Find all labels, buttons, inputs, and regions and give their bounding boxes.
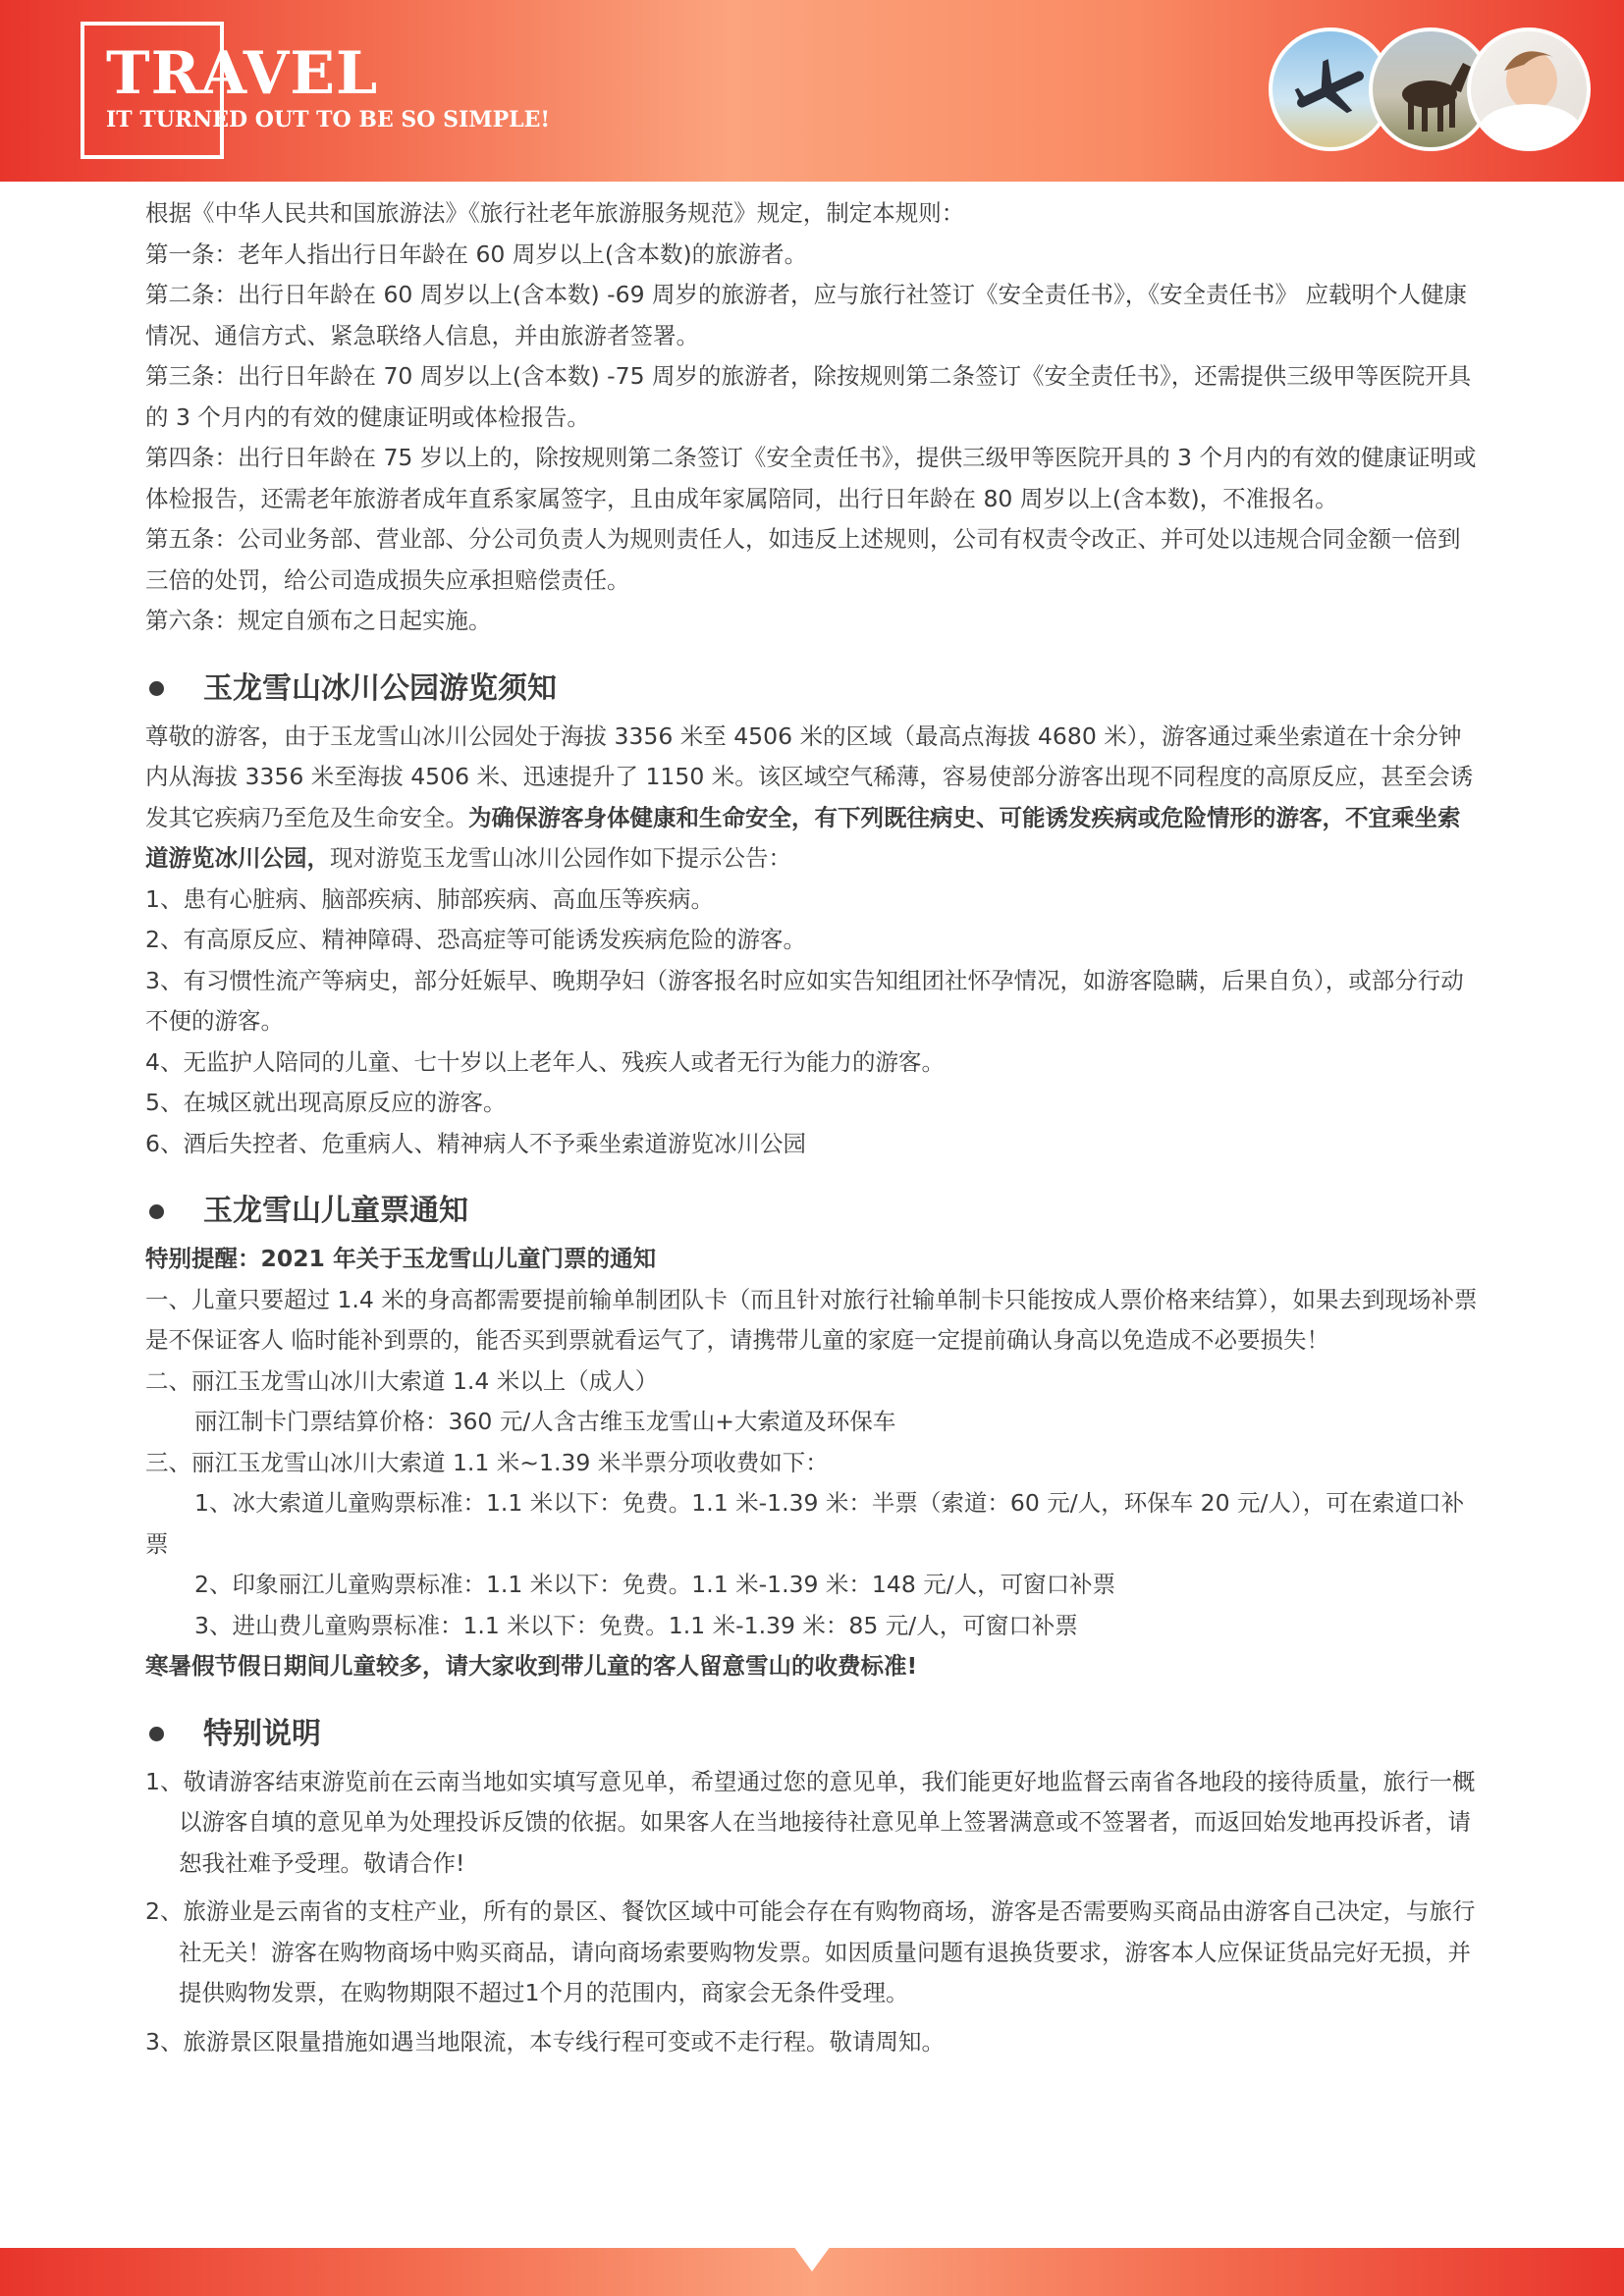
- children-line-2-sub: 丽江制卡门票结算价格：360 元/人含古维玉龙雪山+大索道及环保车: [194, 1408, 896, 1435]
- rule-3: 第三条：出行日年龄在 70 周岁以上(含本数) -75 周岁的旅游者，除按规则第二条签订《安全责任书》，还需提供三级甲等医院开具的 3 个月内的有效的健康证明或体检报告。: [145, 362, 1472, 431]
- glacier-item: 6、酒后失控者、危重病人、精神病人不予乘坐索道游览冰川公园: [145, 1129, 806, 1157]
- logo-subtitle: IT TURNED OUT TO BE SO SIMPLE!: [106, 107, 551, 133]
- glacier-intro: [145, 717, 1479, 880]
- children-heading-text: 玉龙雪山儿童票通知: [203, 1194, 468, 1228]
- glacier-intro-end: 现对游览玉龙雪山冰川公园作如下提示公告：: [330, 844, 791, 872]
- rule-5: 第五条：公司业务部、营业部、分公司负责人为规则责任人，如违反上述规则，公司有权责令改正、并可处以违规合同金额一倍到三倍的处罚，给公司造成损失应承担赔偿责任。: [145, 525, 1461, 594]
- rule-6: 第六条：规定自颁布之日起实施。: [145, 607, 492, 634]
- rules-intro: 根据《中华人民共和国旅游法》《旅行社老年旅游服务规范》规定，制定本规则：: [145, 199, 965, 227]
- glacier-item: 1、患有心脏病、脑部疾病、肺部疾病、高血压等疾病。: [145, 884, 714, 913]
- children-line-2: 二、丽江玉龙雪山冰川大索道 1.4 米以上（成人）: [145, 1366, 659, 1395]
- glacier-intro-bold: 为确保游客身体健康和生命安全，有下列既往病史、可能诱发疾病或危险情形的游客，不宜乘坐索道游览冰川公园，: [145, 803, 1461, 872]
- rule-4: 第四条：出行日年龄在 75 岁以上的，除按规则第二条签订《安全责任书》，提供三级甲等医院开具的 3 个月内的有效的健康证明或体检报告，还需老年旅游者成年直系家属签字，且由成年家属陪同，出行日年龄在 80 周岁以上(含本数)，不准报名。: [145, 444, 1477, 512]
- children-line-3-3: 3、进山费儿童购票标准：1.1 米以下：免费。1.1 米-1.39 米：85 元/人，可窗口补票: [194, 1611, 1078, 1639]
- bullet-icon: [149, 1727, 164, 1741]
- children-line-3-2: 2、印象丽江儿童购票标准：1.1 米以下：免费。1.1 米-1.39 米：148 元/人，可窗口补票: [194, 1571, 1116, 1598]
- glacier-item: 2、有高原反应、精神障碍、恐高症等可能诱发疾病危险的游客。: [145, 926, 806, 953]
- logo-title: TRAVEL: [106, 39, 379, 108]
- special-item: 3、旅游景区限量措施如遇当地限流，本专线行程可变或不走行程。敬请周知。: [145, 2027, 945, 2056]
- bullet-icon: [149, 681, 164, 696]
- sleeping-woman-photo: [1467, 27, 1591, 151]
- rule-1: 第一条：老年人指出行日年龄在 60 周岁以上(含本数)的旅游者。: [145, 240, 808, 268]
- special-item: 1、敬请游客结束游览前在云南当地如实填写意见单，希望通过您的意见单，我们能更好地监督云南省各地段的接待质量，旅行一概以游客自填的意见单为处理投诉反馈的依据。如果客人在当地接待社意见单上签署满意或不签署者，而返回始发地再投诉者，请恕我社难予受理。敬请合作!: [145, 1767, 1476, 1877]
- special-heading-text: 特别说明: [203, 1716, 321, 1751]
- footer-notch-icon: [793, 2246, 831, 2271]
- header-banner: [0, 0, 1624, 182]
- children-line-3: 三、丽江玉龙雪山冰川大索道 1.1 米~1.39 米半票分项收费如下：: [145, 1448, 829, 1476]
- bullet-icon: [149, 1204, 164, 1219]
- children-line-1: 一、儿童只要超过 1.4 米的身高都需要提前输单制团队卡（而且针对旅行社输单制卡只能按成人票价格来结算），如果去到现场补票是不保证客人 临时能补到票的，能否买到票就看运气了，请携带儿童的家庭一定提前确认身高以免造成不必要损失！: [145, 1285, 1478, 1354]
- glacier-intro-text: 尊敬的游客，由于玉龙雪山冰川公园处于海拔 3356 米至 4506 米的区域（最高点海拔 4680 米），游客通过乘坐索道在十余分钟内从海拔 3356 米至海拔 4506 米、迅速提升了 1150 米。该区域空气稀薄，容易使部分游客出现不同程度的高原反应，甚至会诱发其它疾病乃至危及生命安全。: [145, 721, 1474, 831]
- document-body: [145, 193, 1479, 2062]
- glacier-heading-text: 玉龙雪山冰川公园游览须知: [203, 670, 557, 706]
- children-heading: [145, 1192, 1479, 1231]
- special-heading: [145, 1715, 1479, 1754]
- children-line-3-1: 1、冰大索道儿童购票标准：1.1 米以下：免费。1.1 米-1.39 米：半票（索道：60 元/人，环保车 20 元/人），可在索道口补票: [145, 1489, 1465, 1558]
- glacier-item: 5、在城区就出现高原反应的游客。: [145, 1089, 507, 1116]
- glacier-heading: [145, 669, 1479, 709]
- glacier-item: 3、有习惯性流产等病史，部分妊娠早、晚期孕妇（游客报名时应如实告知组团社怀孕情况，如游客隐瞒，后果自负），或部分行动不便的游客。: [145, 966, 1464, 1035]
- rule-2: 第二条：出行日年龄在 60 周岁以上(含本数) -69 周岁的旅游者，应与旅行社签订《安全责任书》，《安全责任书》 应载明个人健康情况、通信方式、紧急联络人信息，并由旅游者签署。: [145, 281, 1467, 349]
- special-item: 2、旅游业是云南省的支柱产业，所有的景区、餐饮区域中可能会存在有购物商场，游客是否需要购买商品由游客自己决定，与旅行社无关！游客在购物商场中购买商品，请向商场索要购物发票。如因质量问题有退换货要求，游客本人应保证货品完好无损，并提供购物发票，在购物期限不超过1个月的范围内，商家会无条件受理。: [145, 1897, 1476, 2006]
- children-reminder: 特别提醒：2021 年关于玉龙雪山儿童门票的通知: [145, 1245, 657, 1272]
- children-closing: 寒暑假节假日期间儿童较多，请大家收到带儿童的客人留意雪山的收费标准!: [145, 1652, 918, 1680]
- glacier-item: 4、无监护人陪同的儿童、七十岁以上老年人、残疾人或者无行为能力的游客。: [145, 1047, 945, 1076]
